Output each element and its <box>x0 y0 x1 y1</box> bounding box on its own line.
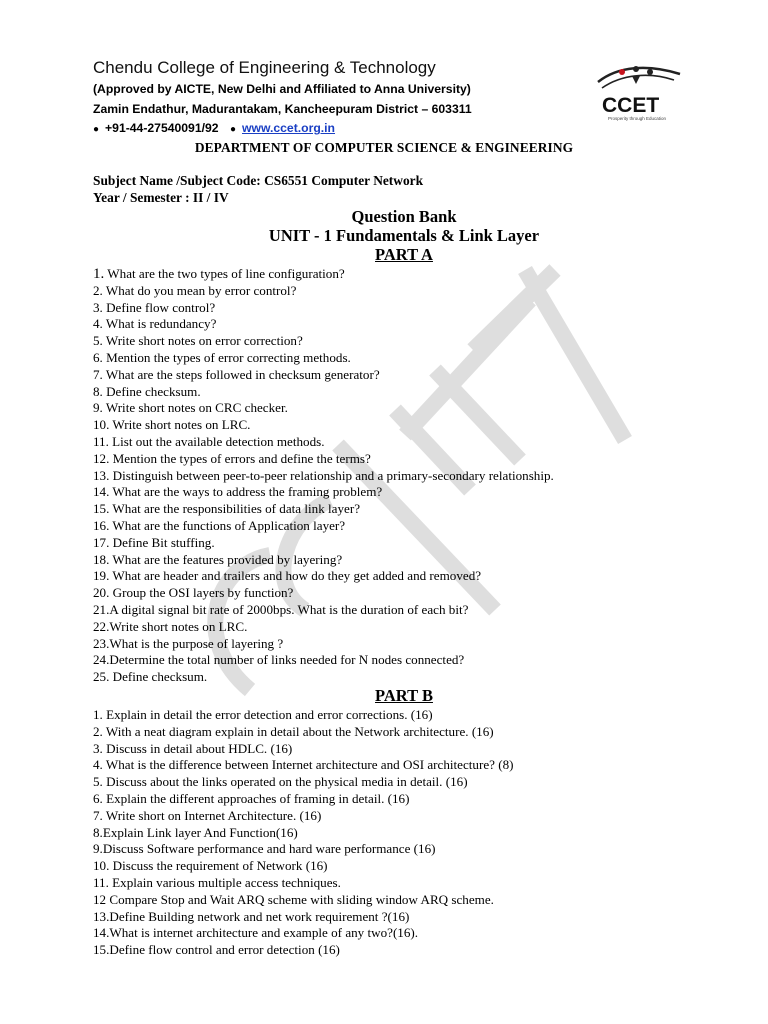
question-number: 24. <box>93 652 110 668</box>
question-number: 7. <box>93 366 103 382</box>
question-number: 2. <box>93 723 103 739</box>
question-text: Write short notes on LRC. <box>109 618 248 634</box>
question-number: 19. <box>93 568 110 584</box>
question-number: 3. <box>93 299 103 315</box>
part-a-heading: PART A <box>375 245 433 264</box>
question-text: Discuss the requirement of Network (16) <box>109 858 328 874</box>
question-item <box>93 875 514 892</box>
question-item <box>93 724 514 741</box>
bullet-icon: ● <box>229 124 236 135</box>
question-number: 11. <box>93 874 109 890</box>
question-item <box>93 434 554 451</box>
question-item <box>93 636 554 653</box>
question-item <box>93 774 514 791</box>
question-item <box>93 825 514 842</box>
question-text: What do you mean by error control? <box>102 282 297 298</box>
question-text: What are the features provided by layering? <box>109 551 343 567</box>
question-number: 15. <box>93 942 110 958</box>
question-text: Write short notes on LRC. <box>109 417 251 433</box>
question-text: What are the functions of Application layer? <box>109 517 346 533</box>
question-number: 9. <box>93 400 103 416</box>
question-item <box>93 333 554 350</box>
question-item <box>93 707 514 724</box>
question-text: Define Bit stuffing. <box>109 534 215 550</box>
question-number: 22. <box>93 618 110 634</box>
question-number: 25. <box>93 669 110 685</box>
question-text: Write short notes on CRC checker. <box>102 400 288 416</box>
question-item <box>93 501 554 518</box>
question-text: With a neat diagram explain in detail about the Network architecture. (16) <box>102 723 494 739</box>
question-text: Define checksum. <box>109 669 208 685</box>
question-number: 11. <box>93 433 109 449</box>
question-number: 20. <box>93 585 110 601</box>
question-item <box>93 518 554 535</box>
question-text: Discuss about the links operated on the physical media in detail. (16) <box>102 774 468 790</box>
phone-number: +91-44-27540091/92 <box>105 121 219 135</box>
question-number: 3. <box>93 740 103 756</box>
question-item <box>93 484 554 501</box>
question-text: Explain various multiple access techniques. <box>108 874 341 890</box>
ccet-logo-graphic <box>588 60 688 122</box>
question-text: What is the purpose of layering ? <box>109 635 284 651</box>
question-item <box>93 669 554 686</box>
question-text: Write short notes on error correction? <box>102 333 303 349</box>
question-item <box>93 468 554 485</box>
question-item <box>93 266 554 283</box>
question-text: What are header and trailers and how do they get added and removed? <box>109 568 482 584</box>
question-text: Explain the different approaches of framing in detail. (16) <box>102 790 410 806</box>
question-item <box>93 585 554 602</box>
question-number: 4. <box>93 757 103 773</box>
question-item <box>93 568 554 585</box>
question-text: Mention the types of error correcting methods. <box>102 349 351 365</box>
college-name: Chendu College of Engineering & Technology <box>93 58 436 77</box>
question-number: 6. <box>93 349 103 365</box>
question-text: What are the two types of line configuration? <box>104 266 345 281</box>
question-text: What are the responsibilities of data link layer? <box>109 501 361 517</box>
question-text: Explain Link layer And Function(16) <box>102 824 298 840</box>
question-text: List out the available detection methods. <box>108 433 325 449</box>
question-number: 2. <box>93 282 103 298</box>
question-number: 15. <box>93 501 110 517</box>
question-item <box>93 602 554 619</box>
question-text: Define flow control and error detection (16) <box>109 942 340 958</box>
question-text: Define Building network and net work requirement ?(16) <box>109 908 410 924</box>
question-text: Define flow control? <box>102 299 216 315</box>
question-number: 1. <box>93 707 103 722</box>
question-item <box>93 367 554 384</box>
question-number: 12 <box>93 891 107 907</box>
question-text: Compare Stop and Wait ARQ scheme with sliding window ARQ scheme. <box>106 891 494 907</box>
contact-line <box>93 121 335 135</box>
question-number: 18. <box>93 551 110 567</box>
question-number: 17. <box>93 534 110 550</box>
question-item <box>93 652 554 669</box>
question-item <box>93 942 514 959</box>
question-text: Mention the types of errors and define the terms? <box>109 450 371 466</box>
question-text: What is internet architecture and example of any two?(16). <box>109 925 419 941</box>
question-text: What is redundancy? <box>102 316 217 332</box>
question-item <box>93 451 554 468</box>
question-number: 14. <box>93 484 110 500</box>
question-text: What are the steps followed in checksum generator? <box>102 366 380 382</box>
question-number: 10. <box>93 417 110 433</box>
question-text: Determine the total number of links needed for N nodes connected? <box>109 652 465 668</box>
question-text: Distinguish between peer-to-peer relationship and a primary-secondary relationship. <box>109 467 554 483</box>
part-b-heading: PART B <box>375 686 433 705</box>
address-line: Zamin Endathur, Madurantakam, Kancheepuram District – 603311 <box>93 102 472 116</box>
question-item <box>93 808 514 825</box>
question-item <box>93 384 554 401</box>
question-number: 13. <box>93 908 110 924</box>
question-item <box>93 350 554 367</box>
subject-line: Subject Name /Subject Code: CS6551 Computer Network <box>93 173 424 188</box>
logo-tagline: Prosperity through Education <box>608 116 667 121</box>
ccet-logo <box>588 60 688 122</box>
question-item <box>93 400 554 417</box>
question-text: Group the OSI layers by function? <box>109 585 294 601</box>
question-number: 7. <box>93 807 103 823</box>
question-number: 14. <box>93 925 110 941</box>
question-number: 21. <box>93 601 110 617</box>
question-item <box>93 316 554 333</box>
question-text: Write short on Internet Architecture. (16) <box>102 807 322 823</box>
question-text: A digital signal bit rate of 2000bps. What is the duration of each bit? <box>109 601 469 617</box>
approval-line: (Approved by AICTE, New Delhi and Affiliated to Anna University) <box>93 82 471 96</box>
department-heading: DEPARTMENT OF COMPUTER SCIENCE & ENGINEERING <box>194 140 574 155</box>
unit-title: UNIT - 1 Fundamentals & Link Layer <box>268 226 540 245</box>
question-number: 8. <box>93 824 103 840</box>
question-text: Define checksum. <box>102 383 201 399</box>
question-item <box>93 909 514 926</box>
question-text: What is the difference between Internet architecture and OSI architecture? (8) <box>102 757 514 773</box>
question-number: 9. <box>93 841 103 857</box>
question-number: 13. <box>93 467 110 483</box>
question-item <box>93 858 514 875</box>
year-semester-line: Year / Semester : II / IV <box>93 190 229 205</box>
question-item <box>93 791 514 808</box>
question-number: 12. <box>93 450 110 466</box>
question-number: 16. <box>93 517 110 533</box>
website-link[interactable]: www.ccet.org.in <box>242 121 336 135</box>
question-number: 1. <box>93 266 105 282</box>
question-text: Explain in detail the error detection and error corrections. (16) <box>102 707 433 722</box>
question-number: 6. <box>93 790 103 806</box>
logo-text: CCET <box>602 94 660 117</box>
question-text: Discuss Software performance and hard ware performance (16) <box>102 841 436 857</box>
question-item <box>93 283 554 300</box>
question-text: Discuss in detail about HDLC. (16) <box>102 740 293 756</box>
question-item <box>93 741 514 758</box>
question-text: What are the ways to address the framing problem? <box>109 484 383 500</box>
question-item <box>93 300 554 317</box>
question-number: 8. <box>93 383 103 399</box>
question-number: 10. <box>93 858 110 874</box>
question-number: 4. <box>93 316 103 332</box>
question-bank-title: Question Bank <box>351 207 457 226</box>
part-b-question-list <box>93 707 514 959</box>
part-a-question-list <box>93 266 554 686</box>
question-item <box>93 757 514 774</box>
question-item <box>93 841 514 858</box>
question-item <box>93 552 554 569</box>
bullet-icon: ● <box>93 124 100 135</box>
question-number: 5. <box>93 333 103 349</box>
question-item <box>93 535 554 552</box>
question-item <box>93 892 514 909</box>
question-number: 23. <box>93 635 110 651</box>
question-number: 5. <box>93 774 103 790</box>
question-item <box>93 417 554 434</box>
question-item <box>93 925 514 942</box>
question-item <box>93 619 554 636</box>
